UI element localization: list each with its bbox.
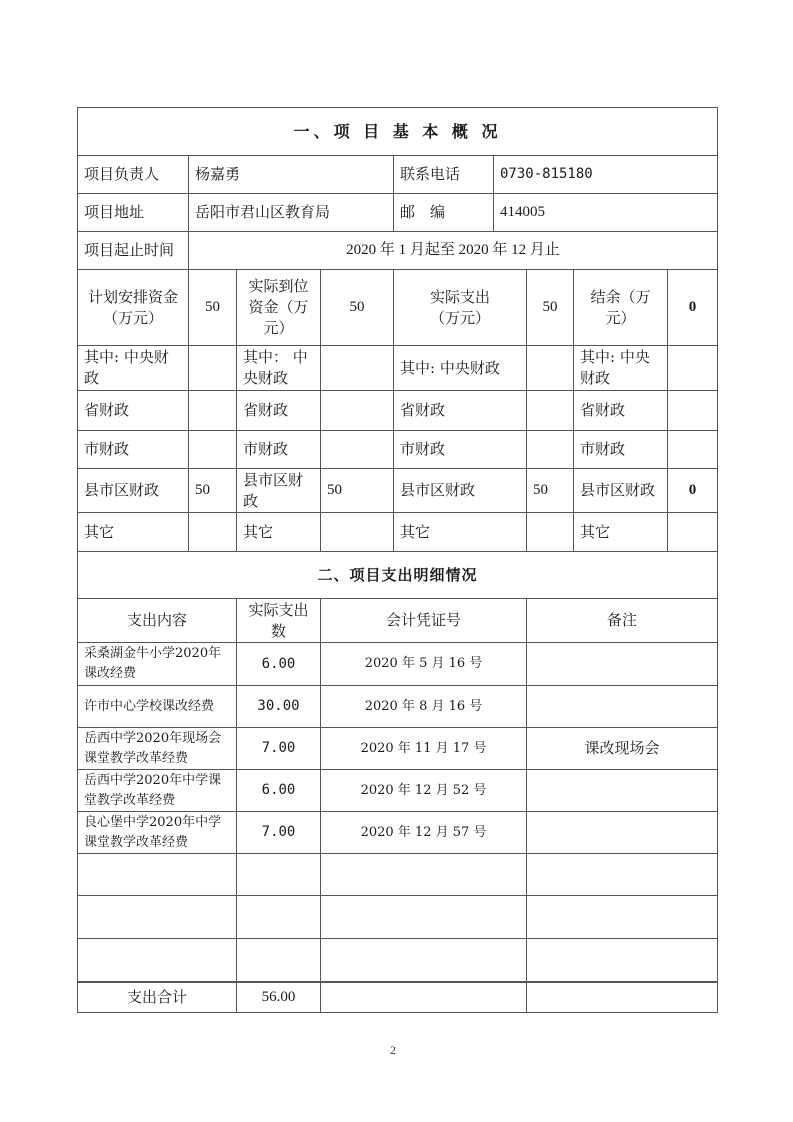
expenditure-note — [527, 896, 718, 939]
column-header-note: 备注 — [527, 599, 718, 643]
balance-value: 0 — [668, 270, 718, 346]
expenditure-voucher: 2020 年 11 月 17 号 — [321, 728, 527, 770]
funding-sub-value — [189, 431, 237, 469]
funding-sub-label: 其中: 中央财政 — [78, 346, 189, 391]
address-label: 项目地址 — [78, 194, 189, 232]
funding-sub-value — [668, 513, 718, 552]
funding-sub-label: 其它 — [78, 513, 189, 552]
expenditure-row — [78, 854, 718, 896]
expenditure-row — [78, 686, 718, 728]
funding-table — [77, 269, 718, 552]
funding-sub-value — [321, 391, 394, 431]
expenditure-row — [78, 939, 718, 982]
expenditure-voucher: 2020 年 8 月 16 号 — [321, 686, 527, 728]
expenditure-amount: 30.00 — [237, 686, 321, 728]
funding-sub-value — [321, 513, 394, 552]
expenditure-voucher — [321, 896, 527, 939]
funding-sub-value — [668, 346, 718, 391]
funding-row-county — [78, 469, 718, 513]
expenditure-note — [527, 686, 718, 728]
funding-sub-label: 省财政 — [78, 391, 189, 431]
funding-sub-value — [189, 346, 237, 391]
received-funds-label-text: 实际到位资金（万元） — [248, 277, 309, 337]
expenditure-amount: 6.00 — [237, 643, 321, 686]
expenditure-content: 岳西中学2020年现场会课堂教学改革经费 — [78, 728, 237, 770]
funding-sub-label: 县市区财政 — [574, 469, 668, 513]
funding-sub-label: 其它 — [237, 513, 321, 552]
expenditure-row — [78, 770, 718, 812]
planned-funds-label-text: 计划安排资金（万元） — [87, 287, 178, 327]
leader-value: 杨嘉勇 — [189, 156, 394, 194]
funding-row-other — [78, 513, 718, 552]
actual-spend-label — [394, 270, 527, 346]
expenditure-amount — [237, 854, 321, 896]
funding-header-row — [78, 270, 718, 346]
funding-sub-label: 其它 — [394, 513, 527, 552]
expenditure-detail-table — [77, 551, 718, 1013]
column-header-voucher: 会计凭证号 — [321, 599, 527, 643]
expenditure-note — [527, 939, 718, 982]
funding-sub-label: 其它 — [574, 513, 668, 552]
funding-sub-value: 50 — [189, 469, 237, 513]
expenditure-row — [78, 643, 718, 686]
funding-row-city — [78, 431, 718, 469]
funding-sub-value — [321, 431, 394, 469]
expenditure-voucher: 2020 年 12 月 52 号 — [321, 770, 527, 812]
expenditure-amount: 7.00 — [237, 728, 321, 770]
funding-sub-value: 50 — [527, 469, 574, 513]
column-header-content: 支出内容 — [78, 599, 237, 643]
funding-sub-label: 市财政 — [394, 431, 527, 469]
expenditure-content: 许市中心学校课改经费 — [78, 686, 237, 728]
funding-sub-value: 0 — [668, 469, 718, 513]
period-value: 2020 年 1 月起至 2020 年 12 月止 — [189, 232, 718, 270]
expenditure-row — [78, 812, 718, 854]
expenditure-content: 采桑湖金牛小学2020年课改经费 — [78, 643, 237, 686]
funding-sub-label: 市财政 — [574, 431, 668, 469]
funding-sub-value — [527, 513, 574, 552]
expenditure-voucher: 2020 年 12 月 57 号 — [321, 812, 527, 854]
funding-sub-label: 其中: 中央财政 — [574, 346, 668, 391]
expenditure-amount — [237, 896, 321, 939]
phone-label: 联系电话 — [394, 156, 494, 194]
planned-funds-value: 50 — [189, 270, 237, 346]
expenditure-amount: 6.00 — [237, 770, 321, 812]
expenditure-content — [78, 939, 237, 982]
expenditure-voucher: 2020 年 5 月 16 号 — [321, 643, 527, 686]
funding-row-province — [78, 391, 718, 431]
phone-value: 0730-815180 — [494, 156, 718, 194]
expenditure-voucher — [321, 854, 527, 896]
funding-sub-label: 其中: 中央财政 — [394, 346, 527, 391]
funding-sub-label: 县市区财政 — [394, 469, 527, 513]
total-label: 支出合计 — [78, 982, 237, 1013]
expenditure-note — [527, 770, 718, 812]
funding-sub-value — [527, 391, 574, 431]
funding-sub-label: 县市区财政 — [237, 469, 321, 513]
funding-row-central — [78, 346, 718, 391]
expenditure-note — [527, 854, 718, 896]
expenditure-content: 岳西中学2020年中学课堂教学改革经费 — [78, 770, 237, 812]
expenditure-row — [78, 896, 718, 939]
funding-sub-value: 50 — [321, 469, 394, 513]
funding-sub-value — [668, 391, 718, 431]
expenditure-content — [78, 896, 237, 939]
column-header-amount: 实际支出数 — [237, 599, 321, 643]
expenditure-note: 课改现场会 — [527, 728, 718, 770]
received-funds-value: 50 — [321, 270, 394, 346]
section2-title: 二、项目支出明细情况 — [78, 552, 718, 599]
postcode-value: 414005 — [494, 194, 718, 232]
funding-sub-value — [668, 431, 718, 469]
expenditure-total-row — [78, 982, 718, 1013]
page-number: 2 — [390, 1043, 396, 1057]
funding-sub-value — [189, 513, 237, 552]
expenditure-row — [78, 728, 718, 770]
funding-sub-value — [527, 346, 574, 391]
actual-spend-label-text: 实际支出（万元） — [429, 287, 490, 327]
total-note-empty — [527, 982, 718, 1013]
postcode-label: 邮 编 — [394, 194, 494, 232]
period-label: 项目起止时间 — [78, 232, 189, 270]
expenditure-header-row — [78, 599, 718, 643]
expenditure-content — [78, 854, 237, 896]
funding-sub-value — [321, 346, 394, 391]
planned-funds-label — [78, 270, 189, 346]
expenditure-amount — [237, 939, 321, 982]
actual-spend-value: 50 — [527, 270, 574, 346]
funding-sub-value — [189, 391, 237, 431]
funding-sub-label: 市财政 — [78, 431, 189, 469]
total-voucher-empty — [321, 982, 527, 1013]
received-funds-label — [237, 270, 321, 346]
balance-label-text: 结余（万元） — [590, 287, 651, 327]
expenditure-amount: 7.00 — [237, 812, 321, 854]
funding-sub-value — [527, 431, 574, 469]
expenditure-note — [527, 812, 718, 854]
section1-title: 一、项 目 基 本 概 况 — [78, 108, 718, 156]
funding-sub-label: 其中： 中央财政 — [237, 346, 321, 391]
funding-sub-label: 省财政 — [237, 391, 321, 431]
expenditure-voucher — [321, 939, 527, 982]
address-value: 岳阳市君山区教育局 — [189, 194, 394, 232]
total-value: 56.00 — [237, 982, 321, 1013]
funding-sub-label: 省财政 — [394, 391, 527, 431]
project-basic-info-table — [77, 107, 718, 270]
balance-label — [574, 270, 668, 346]
funding-sub-label: 县市区财政 — [78, 469, 189, 513]
funding-sub-label: 省财政 — [574, 391, 668, 431]
leader-label: 项目负责人 — [78, 156, 189, 194]
expenditure-note — [527, 643, 718, 686]
funding-sub-label: 市财政 — [237, 431, 321, 469]
expenditure-content: 良心堡中学2020年中学课堂教学改革经费 — [78, 812, 237, 854]
